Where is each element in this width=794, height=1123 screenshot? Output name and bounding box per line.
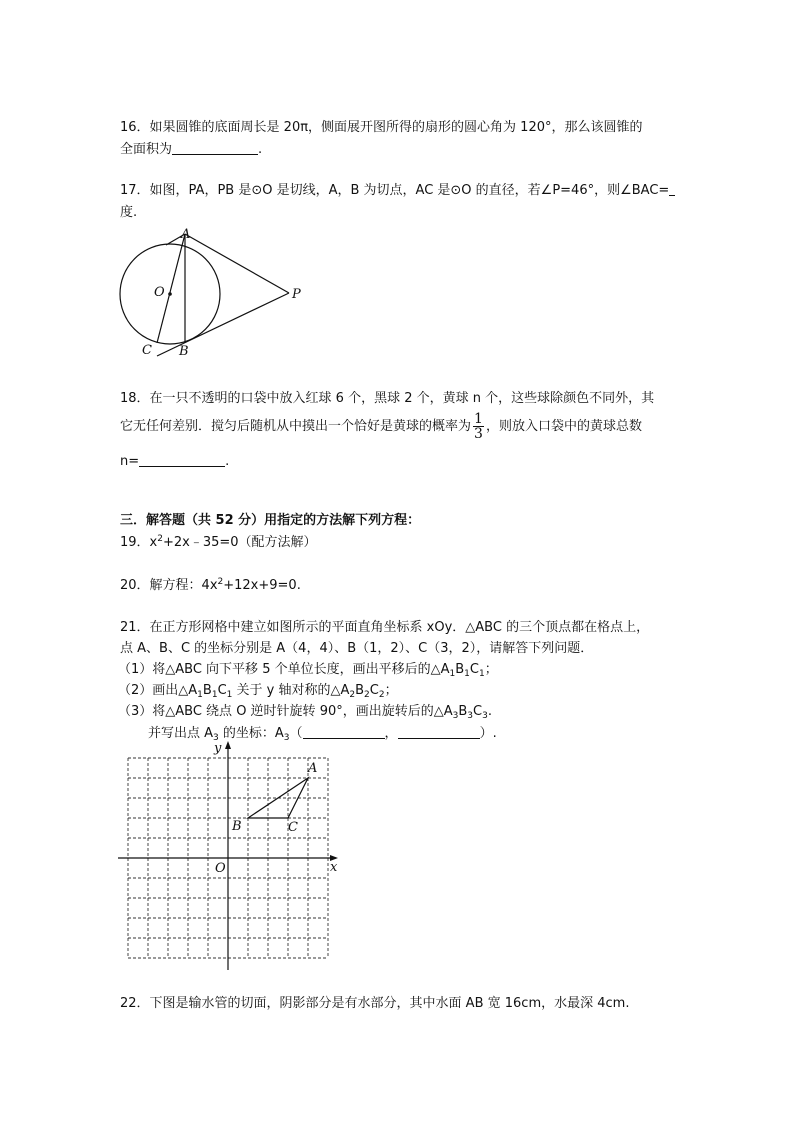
- q18-probability-fraction: [473, 412, 484, 441]
- letter: C: [217, 683, 227, 698]
- q21-item2-end: ；: [384, 683, 398, 698]
- q18-line3-text: n=: [120, 454, 140, 469]
- label-x: x: [330, 860, 338, 875]
- q21-line2: 点 A、B、C 的坐标分别是 A（4，4）、B（1，2）、C（3，2），请解答下列问题．: [120, 641, 594, 656]
- q21-line1: 21．在正方形网格中建立如图所示的平面直角坐标系 xOy．△ABC 的三个顶点都在格点上，: [120, 620, 650, 635]
- q17-line1: [120, 183, 675, 199]
- q21-item2-pre: （2）画出△A: [118, 683, 198, 698]
- letter: C: [473, 704, 483, 719]
- sub: 2: [349, 690, 356, 700]
- letter: B: [455, 662, 465, 677]
- label-b: B: [179, 344, 189, 359]
- label-c: C: [288, 820, 298, 835]
- sub: 1: [464, 669, 470, 679]
- sub: 1: [226, 690, 233, 700]
- sub: 1: [197, 690, 203, 700]
- label-p: P: [292, 287, 301, 302]
- q18-line3: [120, 454, 229, 470]
- label-a: A: [181, 227, 191, 242]
- q20-sup: 2: [217, 577, 224, 587]
- q21-coordinate-grid: [118, 738, 346, 972]
- sub: 1: [211, 690, 218, 700]
- q18-line2-post: ，则放入口袋中的黄球总数: [485, 419, 642, 434]
- fraction-numerator: 1: [474, 411, 483, 427]
- label-a: A: [308, 761, 318, 776]
- label-y: y: [214, 741, 222, 756]
- label-c: C: [142, 343, 152, 358]
- a3-y-blank[interactable]: [398, 726, 480, 739]
- q19-sup: 2: [157, 534, 163, 544]
- q18-answer-blank[interactable]: [139, 454, 225, 467]
- q18-line2-pre: 它无任何差别．搅匀后随机从中摸出一个恰好是黄球的概率为: [120, 419, 472, 434]
- q20-pre: 20．解方程：4x: [120, 578, 218, 593]
- q16-line2: [120, 142, 262, 158]
- q17-line1-text: 17．如图，PA，PB 是⊙O 是切线，A，B 为切点，AC 是⊙O 的直径，若∠P=46°，则∠BAC=: [120, 183, 670, 198]
- center-dot: [168, 292, 172, 296]
- sub: 3: [482, 711, 488, 721]
- q20-line: [120, 578, 301, 594]
- open-paren: （: [289, 726, 303, 741]
- q19-pre: 19．x: [120, 535, 158, 550]
- q21-item4-pre: 并写出点 A: [148, 726, 214, 741]
- q21-item3-pre: （3）将△ABC 绕点 O 逆时针旋转 90°，画出旋转后的△A: [118, 704, 453, 719]
- sub: 2: [364, 690, 370, 700]
- q21-item2-mid: 关于 y 轴对称的△A: [232, 683, 350, 698]
- q18-line1: 18．在一只不透明的口袋中放入红球 6 个，黑球 2 个，黄球 n 个，这些球除颜色不同外，其: [120, 391, 655, 406]
- q22-line1: 22．下图是输水管的切面，阴影部分是有水部分，其中水面 AB 宽 16cm，水最深 4cm.: [120, 996, 630, 1011]
- letter: C: [369, 683, 379, 698]
- q17-line2: 度.: [120, 205, 138, 220]
- letter: B: [458, 704, 468, 719]
- q21-item1-end: ；: [484, 662, 498, 677]
- q17-answer-blank[interactable]: [669, 183, 675, 196]
- y-axis-arrow: [225, 741, 231, 749]
- q20-post: +12x+9=0.: [223, 578, 301, 593]
- sub: 1: [478, 669, 485, 679]
- q18-end: .: [225, 454, 230, 469]
- q16-answer-blank[interactable]: [172, 142, 258, 155]
- q21-item3: [118, 704, 492, 720]
- comma: ，: [384, 726, 398, 741]
- q21-item1: [118, 662, 498, 678]
- sub: 3: [467, 711, 474, 721]
- q21-item4-mid: 的坐标：A: [218, 726, 284, 741]
- label-b: B: [232, 819, 242, 834]
- q18-line2: [120, 412, 642, 442]
- q21-item2: [118, 683, 398, 699]
- tangent-pa: [185, 234, 289, 293]
- close-paren: ）.: [479, 726, 497, 741]
- sub: 3: [213, 733, 219, 743]
- q16-line1: 16．如果圆锥的底面周长是 20π，侧面展开图所得的扇形的圆心角为 120°，那么该圆锥的: [120, 120, 643, 135]
- q19-post: +2x﹣35=0（配方法解）: [162, 535, 317, 550]
- sub: 2: [378, 690, 385, 700]
- q16-end: .: [258, 142, 263, 157]
- sub: 3: [452, 711, 459, 721]
- letter: C: [469, 662, 479, 677]
- tangent-pb: [157, 293, 289, 356]
- label-origin: O: [215, 861, 226, 876]
- letter: B: [202, 683, 212, 698]
- q21-item1-pre: （1）将△ABC 向下平移 5 个单位长度，画出平移后的△A: [118, 662, 450, 677]
- letter: B: [355, 683, 365, 698]
- section-3-title: 三．解答题（共 52 分）用指定的方法解下列方程：: [120, 513, 421, 528]
- sub: 1: [449, 669, 456, 679]
- q17-circle-tangent-figure: [115, 226, 315, 361]
- fraction-denominator: 3: [474, 426, 483, 442]
- label-o: O: [154, 285, 165, 300]
- q19-line: [120, 535, 317, 551]
- sub: 3: [283, 733, 290, 743]
- q21-item3-end: .: [487, 704, 492, 719]
- q16-line2-text: 全面积为: [120, 142, 173, 157]
